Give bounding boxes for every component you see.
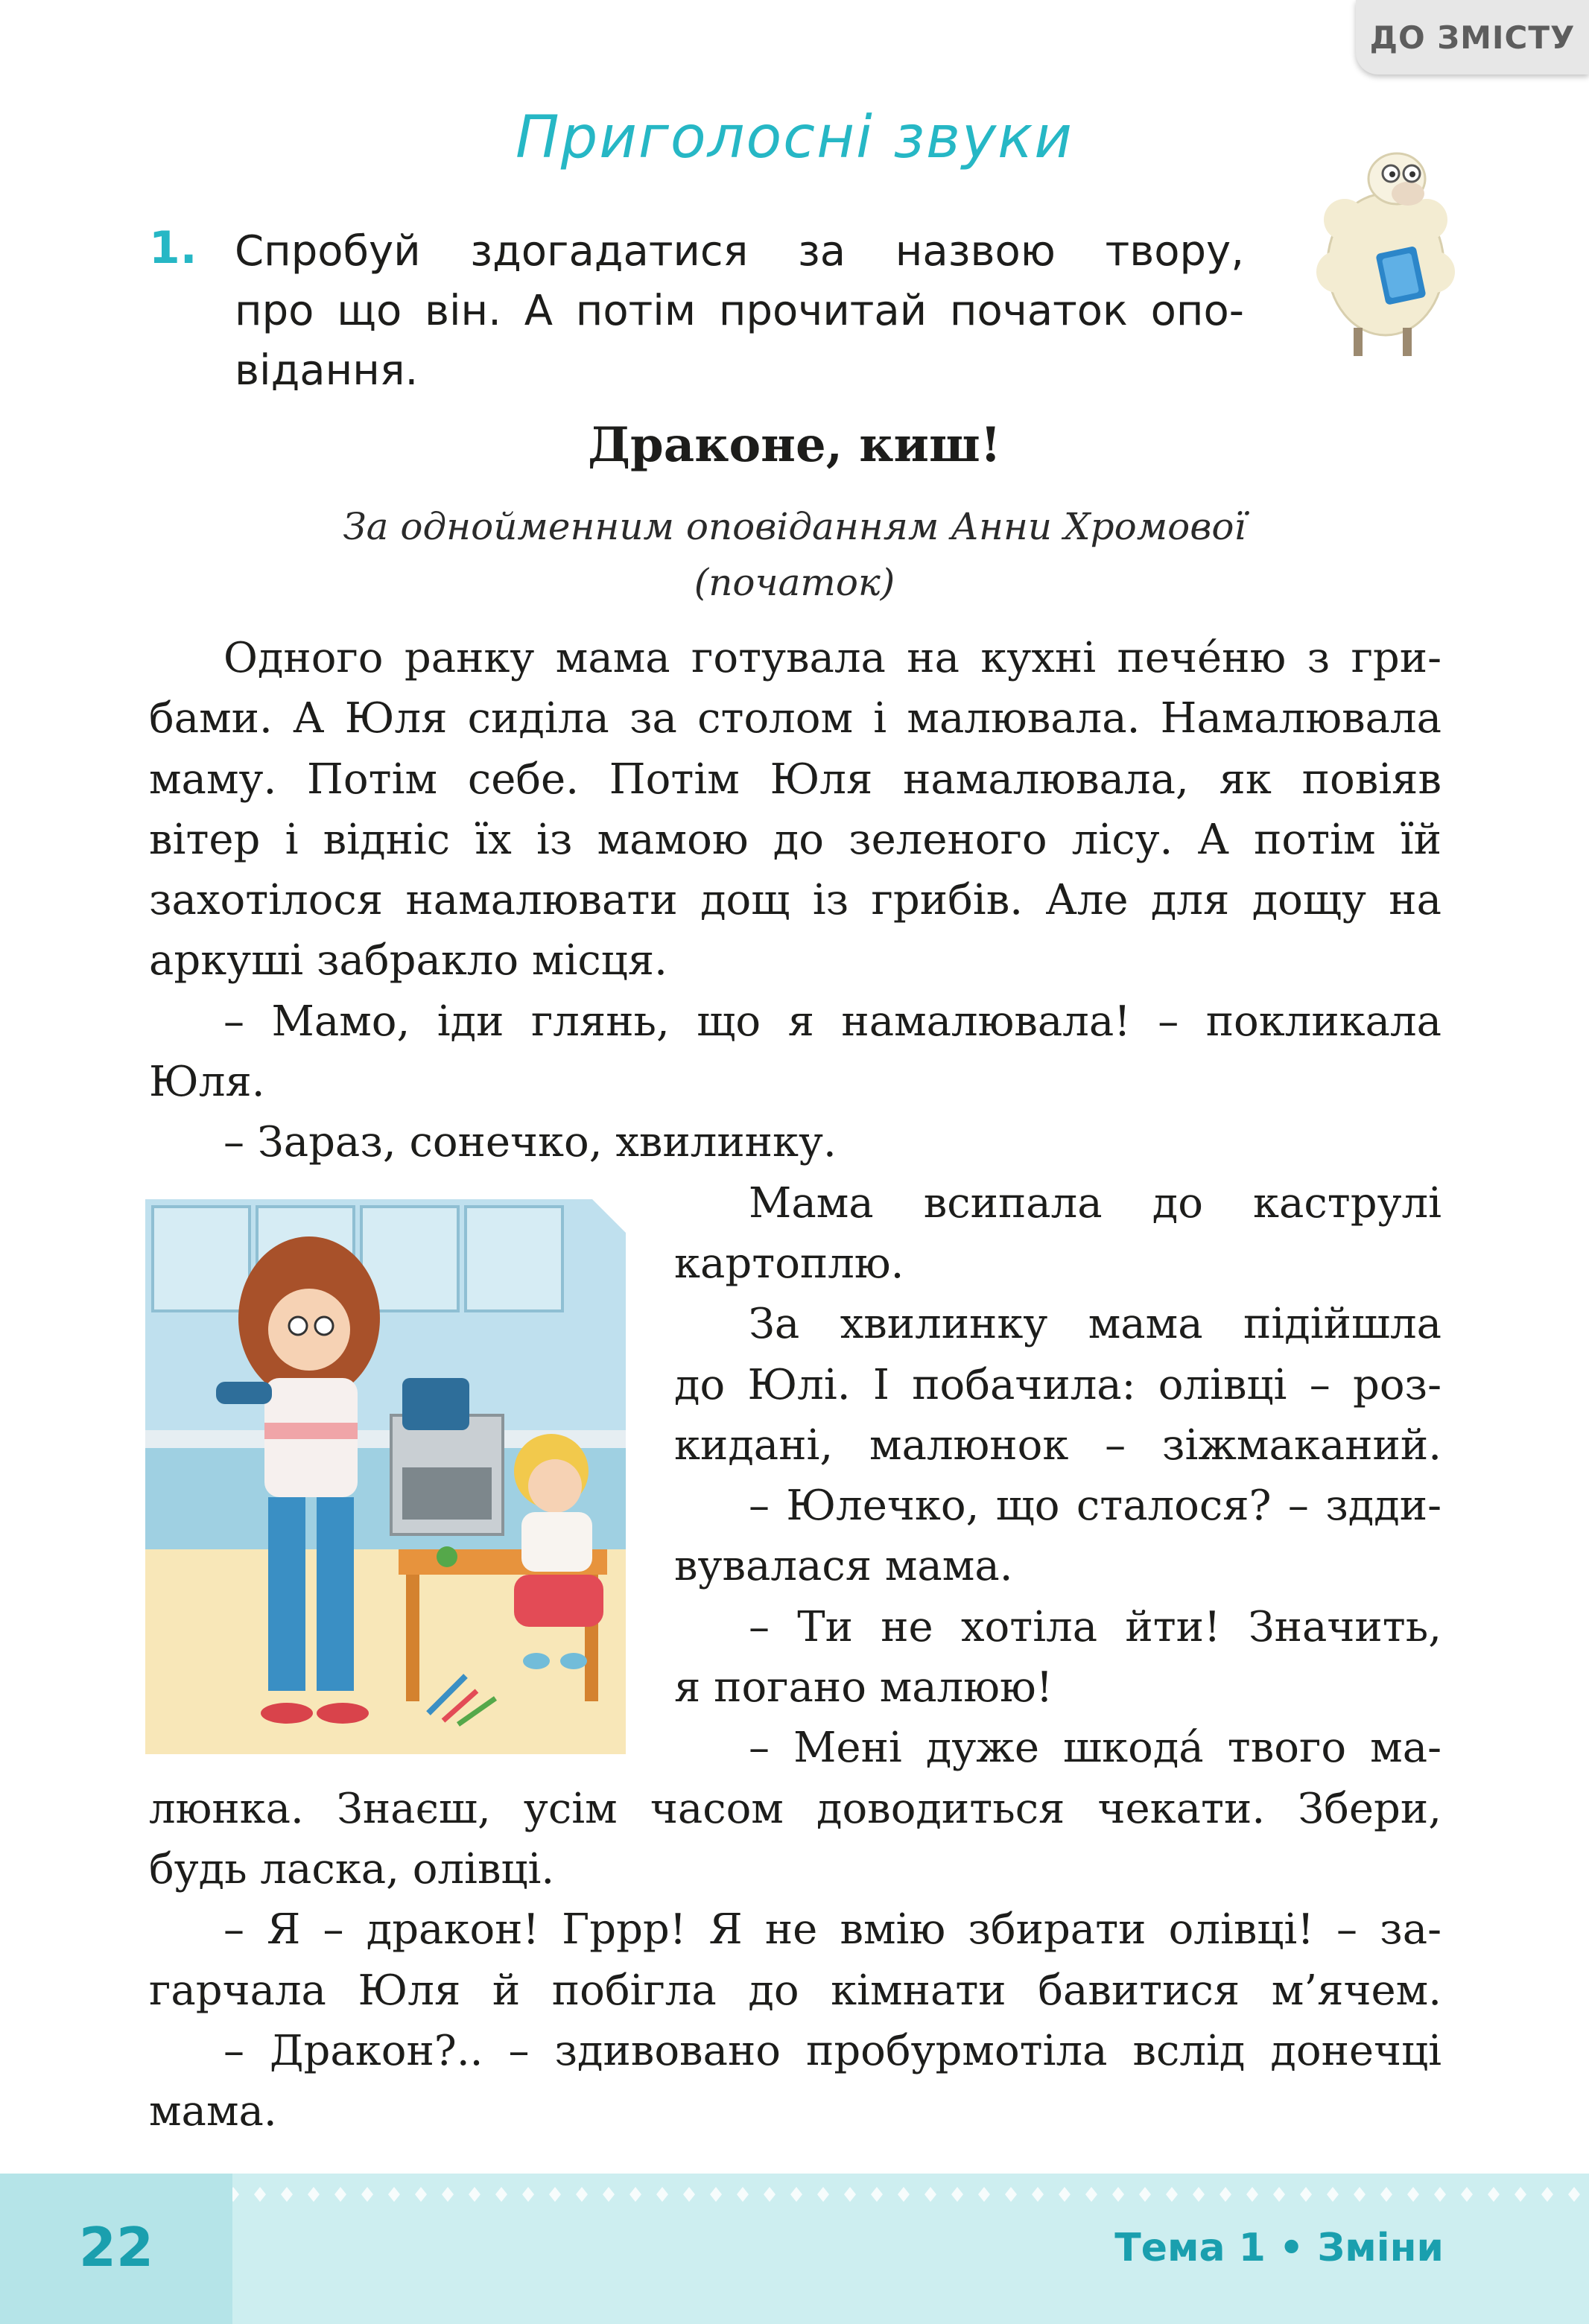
task-text	[235, 222, 1244, 401]
text-line: Одного ранку мама готувала на кухні пече́ню з гри-	[223, 634, 1441, 682]
text-line: – Зараз, сонечко, хвилинку.	[223, 1118, 837, 1167]
task-block	[149, 222, 1244, 401]
task-line: про що він. А потім прочитай початок опо-	[235, 287, 1244, 335]
text-line: вувалася мама.	[674, 1542, 1013, 1591]
text-line: вітер і відніс їх із мамою до зеленого лісу. А потім їй	[149, 815, 1441, 864]
text-line: Мама всипала до каструлі	[749, 1178, 1441, 1228]
table-of-contents-button[interactable]: ДО ЗМІСТУ	[1356, 0, 1589, 74]
text-line: – Я – дракон! Гррр! Я не вмію збирати олівці! – за-	[223, 1905, 1441, 1955]
text-line: За хвилинку мама підійшла	[749, 1300, 1441, 1349]
text-line: я погано малюю!	[674, 1663, 1053, 1712]
text-line: аркуші забракло місця.	[149, 936, 667, 985]
story-subtitle	[0, 499, 1589, 611]
text-line: до Юлі. І побачила: олівці – роз-	[674, 1360, 1441, 1409]
task-number: 1.	[149, 222, 197, 274]
task-line: Спробуй здогадатися за назвою твору,	[235, 227, 1244, 276]
text-line: – Дракон?.. – здивовано пробурмотіла вслід донечці	[223, 2026, 1441, 2075]
theme-label: Тема 1 • Зміни	[1114, 2226, 1444, 2270]
text-line: картоплю.	[674, 1239, 904, 1288]
subtitle-line: (початок)	[694, 561, 895, 604]
story-title: Драконе, киш!	[588, 417, 1001, 473]
text-line: мама.	[149, 2087, 277, 2136]
text-line: – Мамо, іди глянь, що я намалювала! – покликала	[223, 997, 1441, 1046]
text-line: – Юлечко, що сталося? – здди-	[749, 1482, 1441, 1531]
text-line: гарчала Юля й побігла до кімнати бавитися м’ячем.	[149, 1966, 1441, 2015]
text-line: бами. А Юля сиділа за столом і малювала. Намалювала	[149, 694, 1441, 743]
text-line: будь ласка, олівці.	[149, 1844, 555, 1893]
text-line: маму. Потім себе. Потім Юля намалювала, як повіяв	[149, 755, 1441, 804]
page-number: 22	[78, 2216, 154, 2279]
subtitle-line: За однойменним оповіданням Анни Хромової	[343, 505, 1246, 548]
task-line: відання.	[235, 346, 419, 395]
sheep-with-book-illustration	[1315, 138, 1456, 361]
ornament-pattern	[0, 2174, 1589, 2218]
text-line: захотілося намалювати дощ із грибів. Але для дощу на	[149, 876, 1441, 925]
text-line: Юля.	[149, 1058, 265, 1107]
section-title: Приголосні звуки	[516, 104, 1073, 171]
kitchen-scene-illustration	[145, 1199, 626, 1754]
text-line: – Мені дуже шкода́ твого ма-	[749, 1724, 1441, 1773]
text-line: кидані, малюнок – зіжмаканий.	[674, 1420, 1441, 1470]
text-line: люнка. Знаєш, усім часом доводиться чекати. Збери,	[149, 1784, 1441, 1833]
text-line: – Ти не хотіла йти! Значить,	[749, 1602, 1441, 1651]
